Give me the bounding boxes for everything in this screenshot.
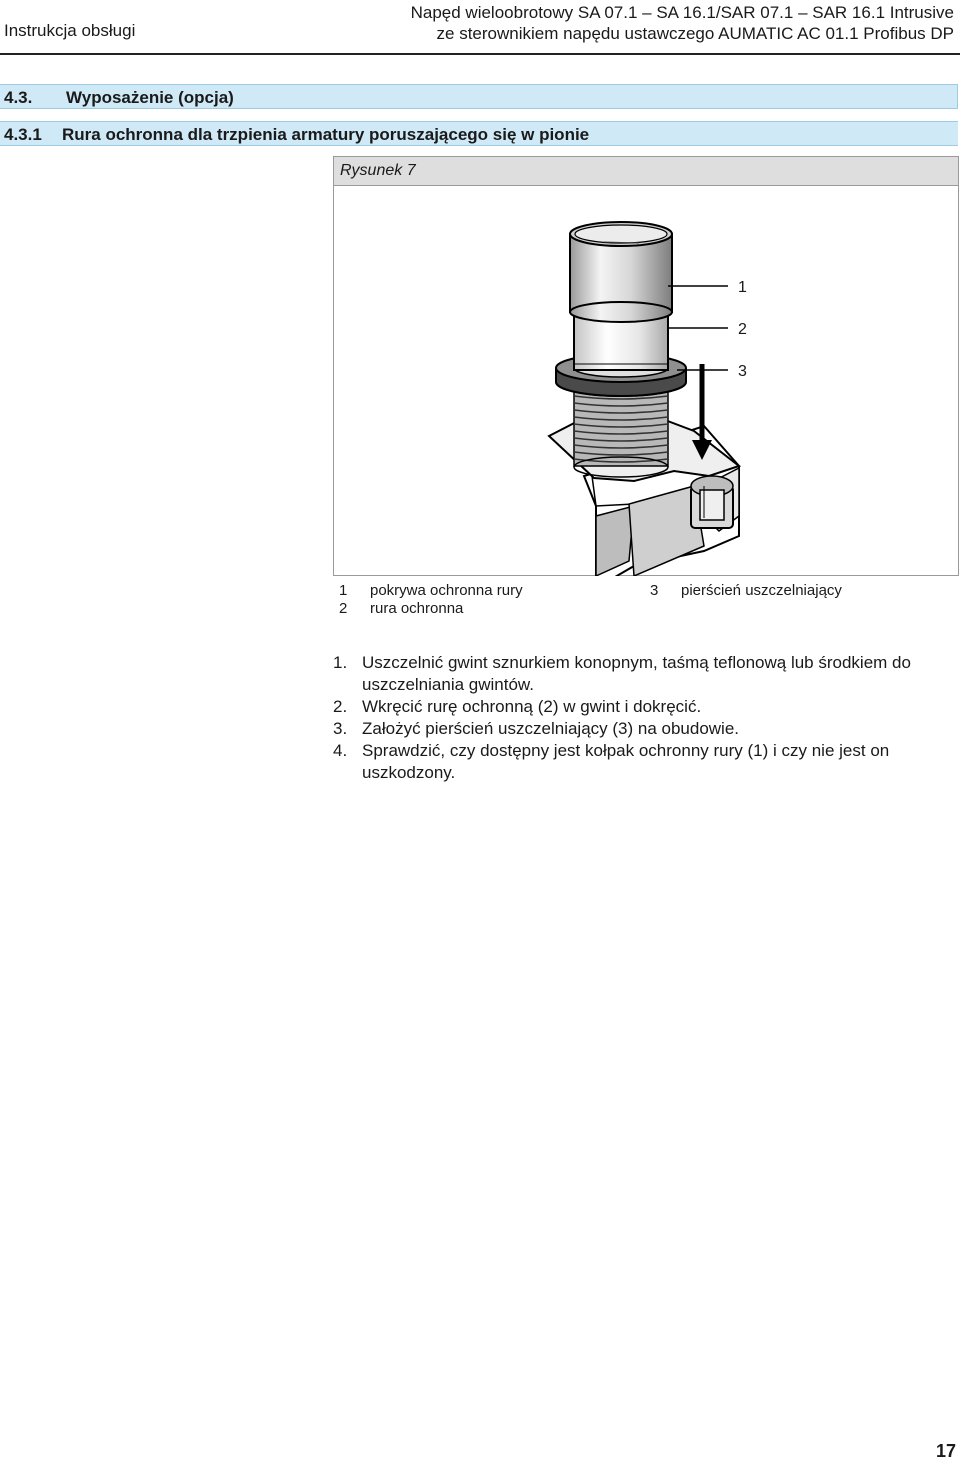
legend-number: 2: [339, 600, 348, 617]
callout-3: 3: [738, 363, 747, 380]
housing-plug: [691, 476, 733, 528]
legend-number: 1: [339, 582, 348, 599]
legend-text: rura ochronna: [370, 600, 464, 617]
threaded-section: [574, 391, 668, 477]
legend-text: pokrywa ochronna rury: [370, 582, 523, 599]
step-item: [333, 740, 953, 784]
step-item: [333, 652, 953, 696]
tube-cover-cap: [570, 222, 672, 322]
figure-label: Rysunek 7: [340, 162, 416, 179]
step-text: Sprawdzić, czy dostępny jest kołpak ochronny rury (1) i czy nie jest on uszkodzony.: [362, 741, 890, 782]
callout-lines: [668, 286, 728, 370]
step-number: 3.: [333, 719, 348, 738]
protective-tube-illustration: [334, 186, 958, 576]
callout-1: 1: [738, 279, 747, 296]
subsection-title: Rura ochronna dla trzpienia armatury poruszającego się w pionie: [62, 125, 590, 144]
subsection-heading: [0, 121, 958, 146]
step-text: Wkręcić rurę ochronną (2) w gwint i dokręcić.: [362, 697, 702, 716]
header-doc-type: Instrukcja obsługi: [4, 21, 136, 40]
step-number: 1.: [333, 653, 348, 672]
legend-text: pierścień uszczelniający: [681, 582, 842, 599]
subsection-number: 4.3.1: [4, 125, 42, 144]
figure-frame: [333, 156, 959, 576]
header-product-title: [411, 2, 954, 44]
instruction-steps: [333, 652, 953, 784]
figure-caption-bar: [334, 157, 958, 186]
section-heading: [0, 84, 958, 109]
step-item: [333, 696, 953, 718]
section-number: 4.3.: [4, 88, 33, 107]
header-rule: [0, 53, 960, 55]
assembly-arrow: [692, 364, 712, 460]
legend-number: 3: [650, 582, 659, 599]
page-number: 17: [935, 1441, 956, 1461]
step-item: [333, 718, 953, 740]
step-text: Założyć pierścień uszczelniający (3) na obudowie.: [362, 719, 740, 738]
header-title-line-1: Napęd wieloobrotowy SA 07.1 – SA 16.1/SAR 07.1 – SAR 16.1 Intrusive: [410, 3, 954, 22]
step-number: 2.: [333, 697, 348, 716]
step-text: Uszczelnić gwint sznurkiem konopnym, taśmą teflonową lub środkiem do uszczelniania gwintów.: [362, 653, 911, 694]
section-title: Wyposażenie (opcja): [66, 88, 234, 107]
callout-2: 2: [738, 321, 747, 338]
header-title-line-2: ze sterownikiem napędu ustawczego AUMATIC AC 01.1 Profibus DP: [436, 24, 954, 43]
step-number: 4.: [333, 741, 348, 760]
